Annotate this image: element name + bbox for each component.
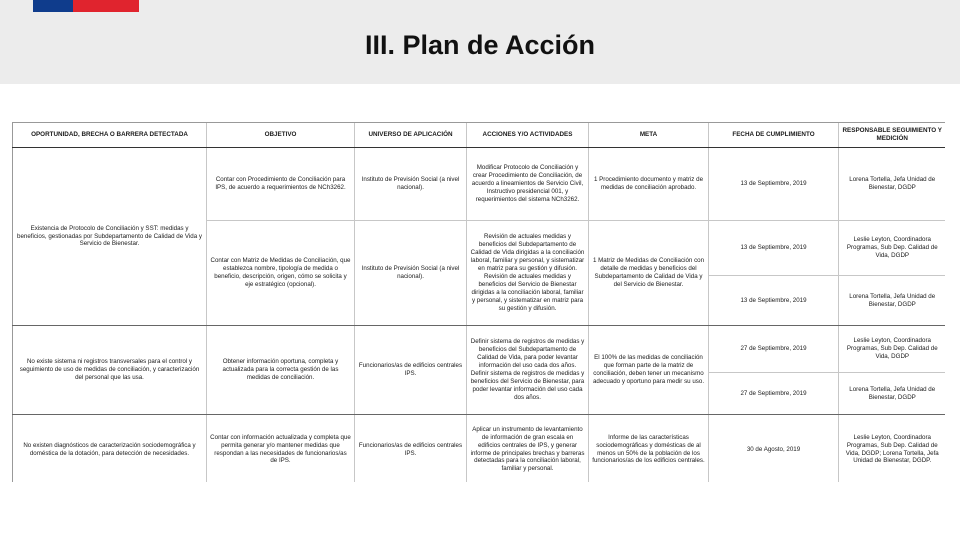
cell-objetivo: Contar con Procedimiento de Conciliación para IPS, de acuerdo a requerimientos de NCh3262. xyxy=(207,148,355,221)
title-band xyxy=(0,0,960,84)
cell-universo: Funcionarios/as de edificios centrales IPS. xyxy=(355,326,467,415)
cell-acciones: Revisión de actuales medidas y beneficios del Subdepartamento de Calidad de Vida dirigidas a la conciliación laboral, familiar y personal, y sistematizar en matriz para su gestión y difusión. Revisión de actuales medidas y beneficios del Servicio de Bienestar dirigidas a la conciliación laboral, familiar y personal, y sistematizar en matriz para su gestión y difusión. xyxy=(467,221,589,326)
header-acciones: ACCIONES Y/O ACTIVIDADES xyxy=(467,123,589,148)
cell-universo: Funcionarios/as de edificios centrales IPS. xyxy=(355,415,467,483)
cell-fecha: 13 de Septiembre, 2019 xyxy=(709,221,839,276)
cell-acciones: Aplicar un instrumento de levantamiento de información de gran escala en edificios centrales de IPS, y generar informe de principales brechas y barreras detectadas para la conciliación laboral, familiar y personal. xyxy=(467,415,589,483)
cell-responsable: Leslie Leyton, Coordinadora Programas, Sub Dep. Calidad de Vida, DGDP xyxy=(839,221,946,276)
cell-responsable: Leslie Leyton, Coordinadora Programas, Sub Dep. Calidad de Vida, DGDP xyxy=(839,326,946,373)
action-plan-table-container xyxy=(12,122,945,482)
cell-oportunidad: No existen diagnósticos de caracterización sociodemográfica y doméstica de la dotación, para detección de necesidades. xyxy=(13,415,207,483)
table-row xyxy=(13,326,946,373)
cell-oportunidad: No existe sistema ni registros transversales para el control y seguimiento de uso de medidas de conciliación, y caracterización del personal que las usa. xyxy=(13,326,207,415)
cell-fecha: 27 de Septiembre, 2019 xyxy=(709,373,839,415)
cell-responsable: Lorena Tortella, Jefa Unidad de Bienestar, DGDP xyxy=(839,276,946,326)
flag-red-bar xyxy=(73,0,139,12)
cell-responsable: Lorena Tortella, Jefa Unidad de Bienestar, DGDP xyxy=(839,373,946,415)
table-row xyxy=(13,148,946,221)
header-objetivo: OBJETIVO xyxy=(207,123,355,148)
cell-responsable: Leslie Leyton, Coordinadora Programas, Sub Dep. Calidad de Vida, DGDP; Lorena Tortella, Jefa Unidad de Bienestar, DGDP. xyxy=(839,415,946,483)
header-oportunidad: OPORTUNIDAD, BRECHA O BARRERA DETECTADA xyxy=(13,123,207,148)
flag-blue-bar xyxy=(33,0,73,12)
cell-universo: Instituto de Previsión Social (a nivel nacional). xyxy=(355,148,467,221)
cell-objetivo: Contar con Matriz de Medidas de Conciliación, que establezca nombre, tipología de medida o beneficio, descripción, origen, cómo se solicita y eje estratégico (opcional). xyxy=(207,221,355,326)
cell-objetivo: Contar con información actualizada y completa que permita generar y/o mantener medidas que respondan a las necesidades de funcionarios/as de IPS. xyxy=(207,415,355,483)
header-universo: UNIVERSO DE APLICACIÓN xyxy=(355,123,467,148)
table-header-row xyxy=(13,123,946,148)
cell-responsable: Lorena Tortella, Jefa Unidad de Bienestar, DGDP xyxy=(839,148,946,221)
cell-universo: Instituto de Previsión Social (a nivel nacional). xyxy=(355,221,467,326)
cell-meta: El 100% de las medidas de conciliación que forman parte de la matriz de conciliación, deben tener un mecanismo adecuado y oportuno para medir su uso. xyxy=(589,326,709,415)
action-plan-table xyxy=(12,122,945,482)
cell-oportunidad: Existencia de Protocolo de Conciliación y SST: medidas y beneficios, gestionadas por Subdepartamento de Calidad de Vida y Servicio de Bienestar. xyxy=(13,148,207,326)
cell-meta: Informe de las características sociodemográficas y domésticas de al menos un 50% de la población de los funcionarios/as de los edificios centrales. xyxy=(589,415,709,483)
cell-acciones: Definir sistema de registros de medidas y beneficios del Subdepartamento de Calidad de Vida, para poder levantar información del uso cada dos años. Definir sistema de registros de medidas y beneficios del Servicio de Bienestar, para poder levantar información del uso cada dos años. xyxy=(467,326,589,415)
cell-fecha: 27 de Septiembre, 2019 xyxy=(709,326,839,373)
cell-fecha: 30 de Agosto, 2019 xyxy=(709,415,839,483)
cell-fecha: 13 de Septiembre, 2019 xyxy=(709,148,839,221)
cell-objetivo: Obtener información oportuna, completa y actualizada para la correcta gestión de las medidas de conciliación. xyxy=(207,326,355,415)
cell-meta: 1 Matriz de Medidas de Conciliación con detalle de medidas y beneficios del Subdepartamento de Calidad de Vida y del Servicio de Bienestar. xyxy=(589,221,709,326)
header-fecha: FECHA DE CUMPLIMIENTO xyxy=(709,123,839,148)
header-meta: META xyxy=(589,123,709,148)
cell-acciones: Modificar Protocolo de Conciliación y crear Procedimiento de Conciliación, de acuerdo a lineamientos de Servicio Civil, Instructivo presidencial 001, y requerimientos del sistema NCh3262. xyxy=(467,148,589,221)
cell-fecha: 13 de Septiembre, 2019 xyxy=(709,276,839,326)
slide-title: III. Plan de Acción xyxy=(364,30,596,60)
header-responsable: RESPONSABLE SEGUIMIENTO Y MEDICIÓN xyxy=(839,123,946,148)
table-row xyxy=(13,415,946,483)
cell-meta: 1 Procedimiento documento y matriz de medidas de conciliación aprobado. xyxy=(589,148,709,221)
